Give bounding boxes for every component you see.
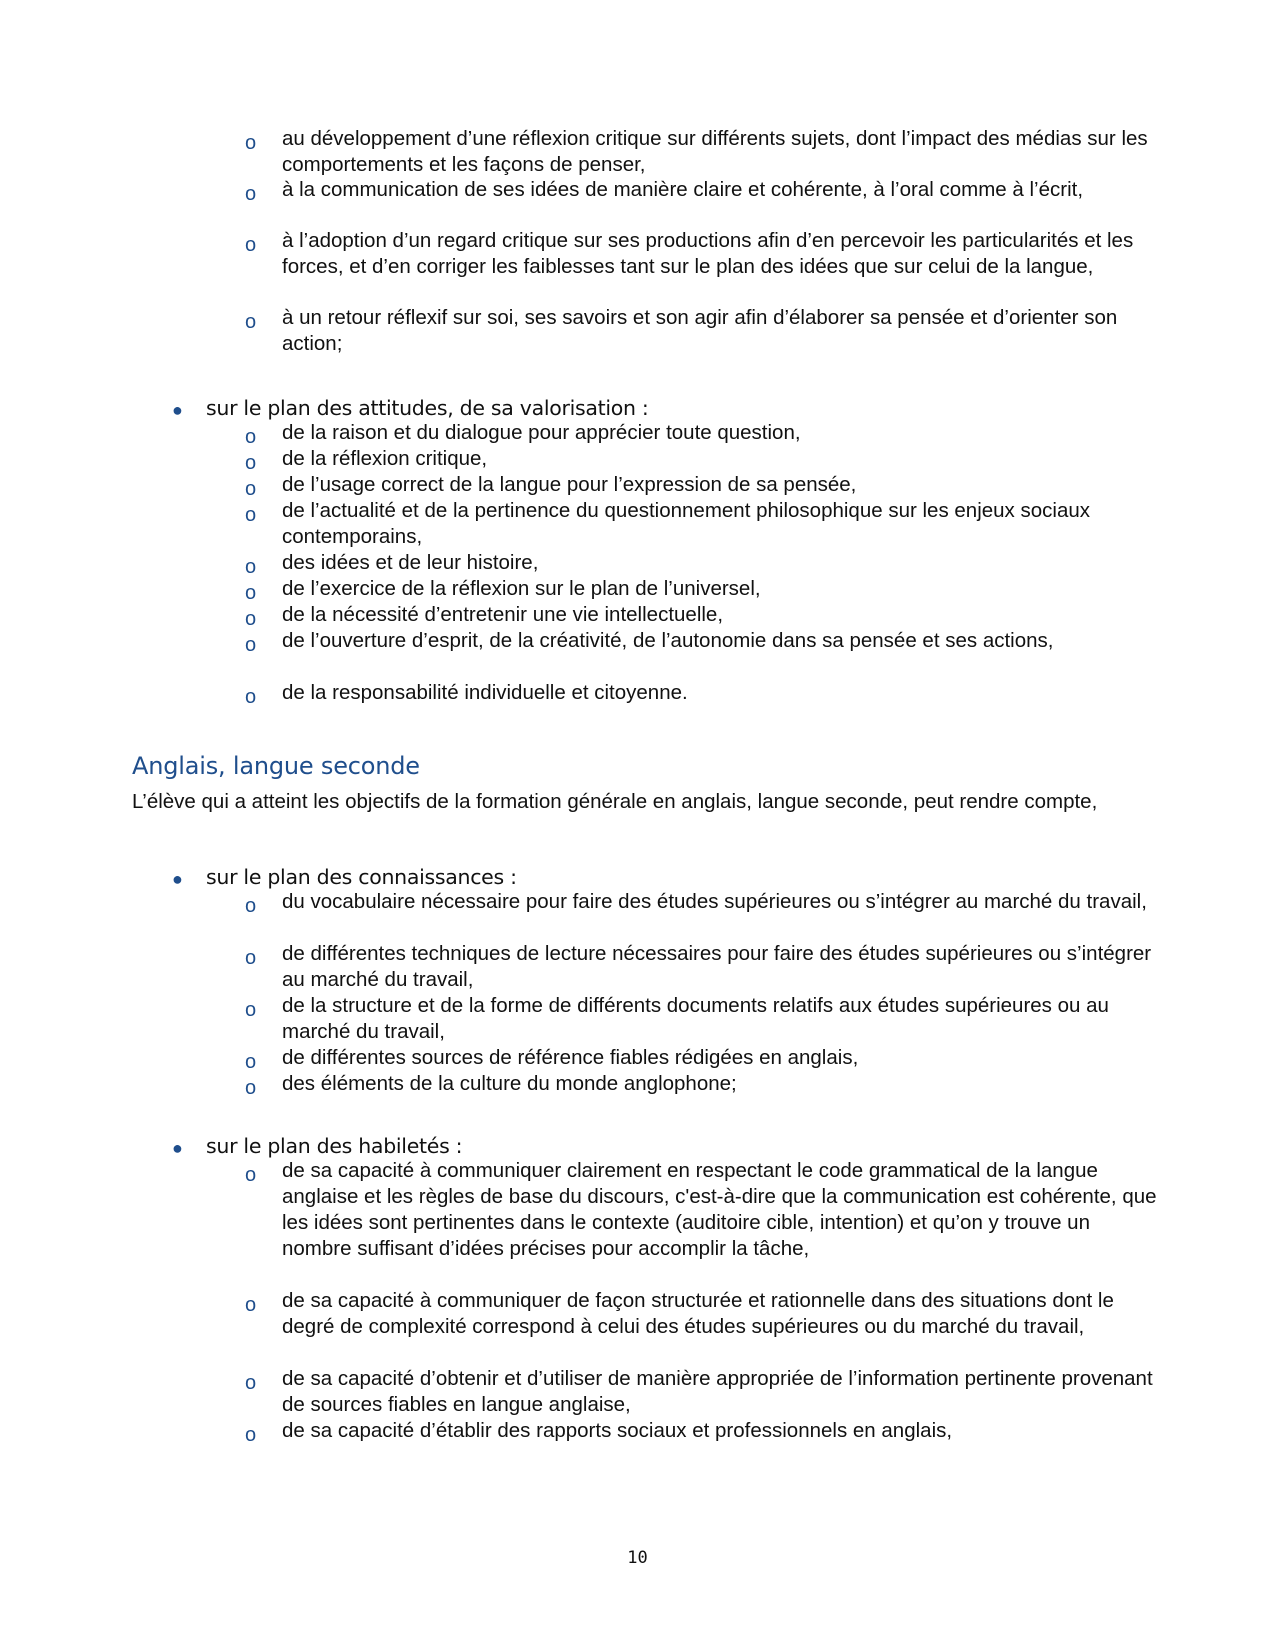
list-item: de la raison et du dialogue pour apprécier toute question, bbox=[282, 421, 801, 444]
list-item: des idées et de leur histoire, bbox=[282, 551, 539, 574]
circle-bullet-icon: o bbox=[245, 895, 257, 917]
list-item: à l’adoption d’un regard critique sur ses productions afin d’en percevoir les particularités et les forces, et d’en corriger les faiblesses tant sur le plan des idées que sur celui de la langue, bbox=[282, 229, 1134, 278]
list-item: de la nécessité d’entretenir une vie intellectuelle, bbox=[282, 603, 724, 626]
circle-bullet-icon: o bbox=[245, 183, 257, 205]
circle-bullet-icon: o bbox=[245, 504, 257, 526]
list-item: des éléments de la culture du monde anglophone; bbox=[282, 1072, 737, 1095]
list-item: au développement d’une réflexion critique sur différents sujets, dont l’impact des médias sur les comportements et les façons de penser, bbox=[282, 127, 1148, 176]
connaissances-label: sur le plan des connaissances : bbox=[206, 865, 517, 889]
list-item: à un retour réflexif sur soi, ses savoirs et son agir afin d’élaborer sa pensée et d’orienter son action; bbox=[282, 306, 1118, 355]
list-item: de la réflexion critique, bbox=[282, 447, 488, 470]
list-item: de la structure et de la forme de différents documents relatifs aux études supérieures ou au marché du travail, bbox=[282, 994, 1109, 1043]
list-item: de l’ouverture d’esprit, de la créativité, de l’autonomie dans sa pensée et ses actions, bbox=[282, 629, 1054, 652]
list-item: de différentes techniques de lecture nécessaires pour faire des études supérieures ou s’intégrer au marché du travail, bbox=[282, 942, 1152, 991]
circle-bullet-icon: o bbox=[245, 311, 257, 333]
circle-bullet-icon: o bbox=[245, 686, 257, 708]
circle-bullet-icon: o bbox=[245, 556, 257, 578]
bullet-icon: ● bbox=[172, 1138, 183, 1158]
list-item: de sa capacité d’établir des rapports sociaux et professionnels en anglais, bbox=[282, 1419, 953, 1442]
page-number: 10 bbox=[627, 1548, 648, 1568]
circle-bullet-icon: o bbox=[245, 634, 257, 656]
circle-bullet-icon: o bbox=[245, 452, 257, 474]
circle-bullet-icon: o bbox=[245, 1051, 257, 1073]
circle-bullet-icon: o bbox=[245, 1424, 257, 1446]
circle-bullet-icon: o bbox=[245, 999, 257, 1021]
circle-bullet-icon: o bbox=[245, 132, 257, 154]
list-item: du vocabulaire nécessaire pour faire des études supérieures ou s’intégrer au marché du travail, bbox=[282, 890, 1147, 913]
bullet-icon: ● bbox=[172, 400, 183, 420]
circle-bullet-icon: o bbox=[245, 234, 257, 256]
circle-bullet-icon: o bbox=[245, 947, 257, 969]
list-item: de l’exercice de la réflexion sur le plan de l’universel, bbox=[282, 577, 761, 600]
attitudes-label: sur le plan des attitudes, de sa valorisation : bbox=[206, 396, 649, 420]
list-item: de l’usage correct de la langue pour l’expression de sa pensée, bbox=[282, 473, 857, 496]
list-item: de différentes sources de référence fiables rédigées en anglais, bbox=[282, 1046, 859, 1069]
section-heading: Anglais, langue seconde bbox=[132, 752, 420, 780]
list-item: de l’actualité et de la pertinence du questionnement philosophique sur les enjeux sociaux contemporains, bbox=[282, 499, 1091, 548]
list-item: de sa capacité à communiquer clairement en respectant le code grammatical de la langue anglaise et les règles de base du discours, c'est-à-dire que la communication est cohérente, que les idées sont pertinentes dans le contexte (auditoire cible, intention) et qu’on y trouve un nombre suffisant d’idées précises pour accomplir la tâche, bbox=[282, 1159, 1157, 1260]
circle-bullet-icon: o bbox=[245, 1294, 257, 1316]
section-intro: L’élève qui a atteint les objectifs de la formation générale en anglais, langue seconde, peut rendre compte, bbox=[132, 790, 1098, 813]
list-item: à la communication de ses idées de manière claire et cohérente, à l’oral comme à l’écrit, bbox=[282, 178, 1084, 201]
list-item: de sa capacité à communiquer de façon structurée et rationnelle dans des situations dont le degré de complexité correspond à celui des études supérieures ou du marché du travail, bbox=[282, 1289, 1114, 1338]
circle-bullet-icon: o bbox=[245, 426, 257, 448]
list-item: de sa capacité d’obtenir et d’utiliser de manière appropriée de l’information pertinente provenant de sources fiables en langue anglaise, bbox=[282, 1367, 1153, 1416]
circle-bullet-icon: o bbox=[245, 478, 257, 500]
bullet-icon: ● bbox=[172, 869, 183, 889]
circle-bullet-icon: o bbox=[245, 582, 257, 604]
circle-bullet-icon: o bbox=[245, 1077, 257, 1099]
circle-bullet-icon: o bbox=[245, 608, 257, 630]
circle-bullet-icon: o bbox=[245, 1164, 257, 1186]
list-item: de la responsabilité individuelle et citoyenne. bbox=[282, 681, 688, 704]
circle-bullet-icon: o bbox=[245, 1372, 257, 1394]
habiletes-label: sur le plan des habiletés : bbox=[206, 1134, 463, 1158]
